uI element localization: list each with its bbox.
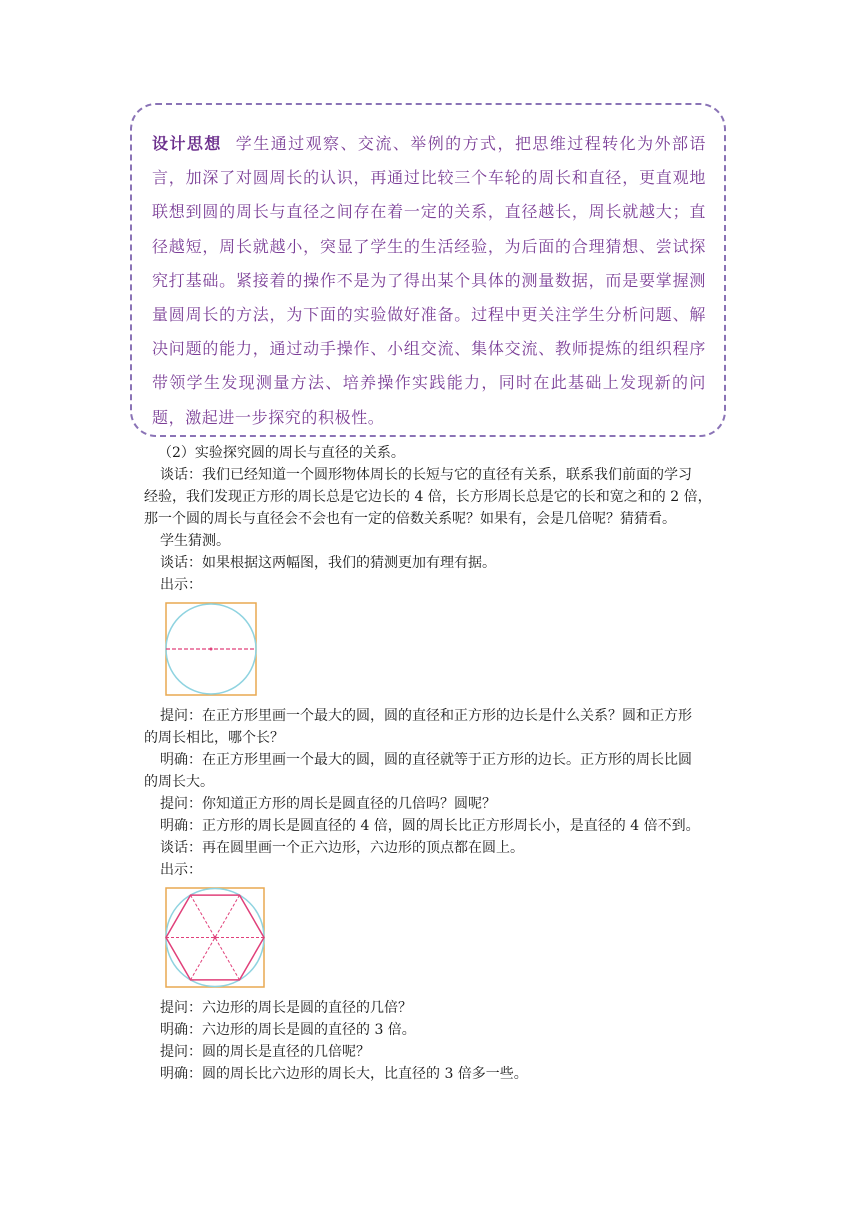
design-idea-text: [152, 127, 706, 435]
question-4: 提问：圆的周长是直径的几倍呢？: [160, 1044, 370, 1060]
talk-3: 谈话：再在圆里画一个正六边形，六边形的顶点都在圆上。: [160, 840, 524, 856]
talk-2: 谈话：如果根据这两幅图，我们的猜测更加有理有据。: [160, 555, 496, 571]
question-1-line-2: 的周长相比，哪个长？: [144, 730, 284, 746]
center-point: [210, 648, 213, 651]
design-idea-body: 学生通过观察、交流、举例的方式，把思维过程转化为外部语言，加深了对圆周长的认识，再通过比较三个车轮的周长和直径，更直观地联想到圆的周长与直径之间存在着一定的关系，直径越长，周长就越大；直径越短，周长就越小，突显了学生的生活经验，为后面的合理猜想、尝试探究打基础。紧接着的操作不是为了得出某个具体的测量数据，而是要掌握测量圆周长的方法，为下面的实验做好准备。过程中更关注学生分析问题、解决问题的能力，通过动手操作、小组交流、集体交流、教师提炼的组织程序带领学生发现测量方法、培养操作实践能力，同时在此基础上发现新的问题，激起进一步探究的积极性。: [152, 134, 707, 427]
show-1-label: 出示：: [160, 577, 202, 593]
question-3: 提问：六边形的周长是圆的直径的几倍？: [160, 1000, 412, 1016]
question-1-line-1: 提问：在正方形里画一个最大的圆，圆的直径和正方形的边长是什么关系？圆和正方形: [160, 708, 692, 724]
question-2: 提问：你知道正方形的周长是圆直径的几倍吗？圆呢？: [160, 796, 496, 812]
design-idea-title: 设计思想: [152, 134, 222, 153]
hexagon-circle-figure: [165, 887, 265, 989]
design-idea-box: [130, 103, 726, 437]
talk-1-line-3: 那一个圆的周长与直径会不会也有一定的倍数关系呢？如果有，会是几倍呢？猜猜看。: [144, 511, 676, 527]
answer-3: 明确：六边形的周长是圆的直径的 3 倍。: [160, 1022, 416, 1038]
talk-1-line-1: 谈话：我们已经知道一个圆形物体周长的长短与它的直径有关系，联系我们前面的学习: [160, 467, 692, 483]
show-2-label: 出示：: [160, 862, 202, 878]
answer-1-line-2: 的周长大。: [144, 774, 214, 790]
student-guess: 学生猜测。: [160, 533, 230, 549]
center-point: [214, 936, 217, 939]
square-circle-figure: [165, 602, 259, 697]
answer-4: 明确：圆的周长比六边形的周长大，比直径的 3 倍多一些。: [160, 1066, 528, 1082]
section-heading: （2）实验探究圆的周长与直径的关系。: [158, 445, 405, 461]
answer-1-line-1: 明确：在正方形里画一个最大的圆，圆的直径就等于正方形的边长。正方形的周长比圆: [160, 752, 692, 768]
answer-2: 明确：正方形的周长是圆直径的 4 倍，圆的周长比正方形周长小，是直径的 4 倍不到。: [160, 818, 700, 834]
talk-1-line-2: 经验，我们发现正方形的周长总是它边长的 4 倍，长方形周长总是它的长和宽之和的 2 倍，: [144, 489, 712, 505]
lesson-content: [144, 442, 730, 1085]
